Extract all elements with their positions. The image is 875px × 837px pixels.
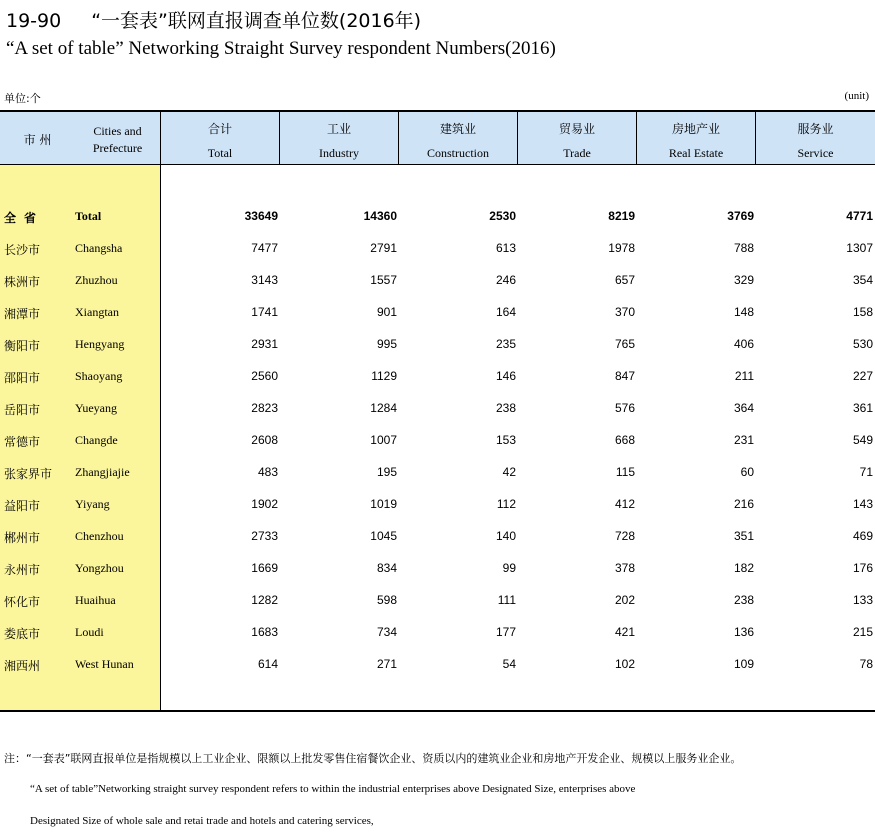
cell-value: 406 [733,337,754,351]
cell-value: 54 [502,657,516,671]
cell-value: 834 [376,561,397,575]
note-en-line1: “A set of table”Networking straight survey respondent refers to within the industrial enterprises above Designated Size, enterprises above [30,783,636,795]
region-name-cn: 郴州市 [4,531,41,545]
cell-value: 71 [859,465,873,479]
table-row [0,584,875,616]
region-name-en: Hengyang [75,337,125,351]
cell-value: 469 [852,529,873,543]
region-name-cn: 全省 [4,211,45,225]
table-row [0,456,875,488]
region-name-en: Huaihua [75,593,116,607]
cell-value: 613 [495,241,516,255]
cell-value: 2823 [251,401,278,415]
cell-value: 2733 [251,529,278,543]
cell-value: 421 [614,625,635,639]
region-name-en: Yongzhou [75,561,124,575]
cell-value: 8219 [608,209,635,223]
cell-value: 164 [495,305,516,319]
header-construction [399,112,518,164]
page-title-en: “A set of table” Networking Straight Survey respondent Numbers(2016) [6,38,556,59]
cell-value: 788 [733,241,754,255]
header-service-en: Service [797,146,834,160]
region-name-en: Yueyang [75,401,117,415]
region-name-cn: 娄底市 [4,627,41,641]
cell-value: 901 [376,305,397,319]
cell-value: 60 [740,465,754,479]
header-trade-en: Trade [563,146,591,160]
cell-value: 14360 [363,209,397,223]
cell-value: 182 [733,561,754,575]
table-row [0,360,875,392]
note-cn: 注：“一套表”联网直报单位是指规模以上工业企业、限额以上批发零售住宿餐饮企业、资质以内的建筑业企业和房地产开发企业、规模以上服务业企业。 [4,752,742,765]
cell-value: 2560 [251,369,278,383]
header-industry [280,112,399,164]
cell-value: 1683 [251,625,278,639]
cell-value: 598 [376,593,397,607]
page-title-cn [6,6,421,33]
region-name-cn: 岳阳市 [4,403,41,417]
cell-value: 231 [733,433,754,447]
cell-value: 111 [497,593,516,607]
header-construction-cn: 建筑业 [439,122,476,136]
cell-value: 364 [733,401,754,415]
region-name-en: Total [75,209,102,223]
header-industry-cn: 工业 [326,122,351,136]
cell-value: 483 [257,465,278,479]
cell-value: 42 [502,465,516,479]
cell-value: 109 [733,657,754,671]
cell-value: 102 [614,657,635,671]
region-name-cn: 益阳市 [4,499,41,513]
cell-value: 1019 [370,497,397,511]
cell-value: 728 [614,529,635,543]
cell-value: 177 [495,625,516,639]
table-header [0,112,875,164]
table-row [0,424,875,456]
cell-value: 215 [852,625,873,639]
table-row [0,616,875,648]
unit-label-cn: 单位:个 [4,92,41,105]
region-name-cn: 湘西州 [4,659,41,673]
region-name-en: West Hunan [75,657,134,671]
header-region [0,112,161,164]
cell-value: 1902 [251,497,278,511]
region-name-en: Xiangtan [75,305,119,319]
table-row [0,648,875,680]
table-row [0,520,875,552]
region-name-cn: 长沙市 [4,243,41,257]
header-service [756,112,875,164]
region-name-en: Loudi [75,625,104,639]
unit-label-en: (unit) [844,90,869,102]
cell-value: 158 [852,305,873,319]
cell-value: 576 [614,401,635,415]
region-name-en: Yiyang [75,497,110,511]
cell-value: 361 [852,401,873,415]
cell-value: 1129 [371,369,397,383]
data-table [0,110,875,712]
region-name-en: Changsha [75,241,123,255]
header-divider [0,164,875,165]
table-row [0,232,875,264]
cell-value: 195 [376,465,397,479]
cell-value: 657 [614,273,635,287]
cell-value: 351 [733,529,754,543]
region-name-en: Shaoyang [75,369,123,383]
header-total-en: Total [207,146,233,160]
header-total [161,112,280,164]
table-row [0,552,875,584]
header-region-en [75,123,160,157]
cell-value: 33649 [244,209,278,223]
region-name-cn: 永州市 [4,563,41,577]
cell-value: 1007 [370,433,397,447]
header-industry-en: Industry [319,146,359,160]
cell-value: 148 [733,305,754,319]
header-trade [518,112,637,164]
region-name-en: Zhuzhou [75,273,118,287]
cell-value: 734 [376,625,397,639]
cell-value: 995 [376,337,397,351]
cell-value: 1557 [370,273,397,287]
region-name-cn: 张家界市 [4,467,53,481]
cell-value: 216 [733,497,754,511]
region-name-cn: 怀化市 [4,595,41,609]
cell-value: 133 [852,593,873,607]
cell-value: 211 [734,369,754,383]
cell-value: 530 [852,337,873,351]
cell-value: 99 [502,561,516,575]
region-name-cn: 株洲市 [4,275,41,289]
table-row [0,328,875,360]
cell-value: 78 [859,657,873,671]
cell-value: 1741 [251,305,278,319]
region-name-en: Zhangjiajie [75,465,130,479]
header-real-estate-cn: 房地产业 [671,122,720,136]
cell-value: 112 [496,497,516,511]
region-name-en: Changde [75,433,118,447]
region-name-en: Chenzhou [75,529,124,543]
header-real-estate-en: Real Estate [668,146,724,160]
cell-value: 227 [852,369,873,383]
cell-value: 4771 [846,209,873,223]
cell-value: 246 [495,273,516,287]
cell-value: 614 [257,657,278,671]
cell-value: 1282 [251,593,278,607]
cell-value: 847 [614,369,635,383]
cell-value: 176 [852,561,873,575]
cell-value: 765 [614,337,635,351]
cell-value: 238 [495,401,516,415]
table-row-total [0,200,875,232]
note-en-line2: Designated Size of whole sale and retai trade and hotels and catering services, [30,815,374,827]
cell-value: 238 [733,593,754,607]
cell-value: 153 [495,433,516,447]
cell-value: 202 [614,593,635,607]
table-row [0,264,875,296]
cell-value: 412 [614,497,635,511]
header-real-estate [637,112,756,164]
table-row [0,488,875,520]
cell-value: 668 [614,433,635,447]
cell-value: 1978 [608,241,635,255]
cell-value: 378 [614,561,635,575]
cell-value: 329 [733,273,754,287]
table-number: 19-90 [6,10,62,32]
cell-value: 3769 [727,209,754,223]
cell-value: 3143 [251,273,278,287]
header-construction-en: Construction [427,146,489,160]
cell-value: 136 [733,625,754,639]
header-region-en-line1: Cities and [93,124,142,138]
header-total-cn: 合计 [207,122,232,136]
header-region-cn: 市 州 [23,133,52,147]
cell-value: 115 [615,465,635,479]
header-service-cn: 服务业 [797,122,834,136]
cell-value: 370 [614,305,635,319]
region-name-cn: 邵阳市 [4,371,41,385]
region-name-cn: 常德市 [4,435,41,449]
table-row [0,392,875,424]
cell-value: 140 [495,529,516,543]
cell-value: 2931 [251,337,278,351]
cell-value: 146 [495,369,516,383]
cell-value: 271 [376,657,397,671]
cell-value: 2530 [489,209,516,223]
header-region-en-line2: Prefecture [92,141,143,155]
cell-value: 1669 [251,561,278,575]
cell-value: 1284 [370,401,397,415]
title-cn-text: “一套表”联网直报调查单位数(2016年) [91,10,422,32]
header-trade-cn: 贸易业 [558,122,595,136]
region-name-cn: 湘潭市 [4,307,41,321]
cell-value: 1307 [846,241,873,255]
cell-value: 2608 [251,433,278,447]
cell-value: 354 [852,273,873,287]
region-name-cn: 衡阳市 [4,339,41,353]
cell-value: 549 [852,433,873,447]
cell-value: 7477 [251,241,278,255]
cell-value: 235 [495,337,516,351]
cell-value: 2791 [370,241,397,255]
cell-value: 143 [852,497,873,511]
table-row [0,296,875,328]
cell-value: 1045 [370,529,397,543]
